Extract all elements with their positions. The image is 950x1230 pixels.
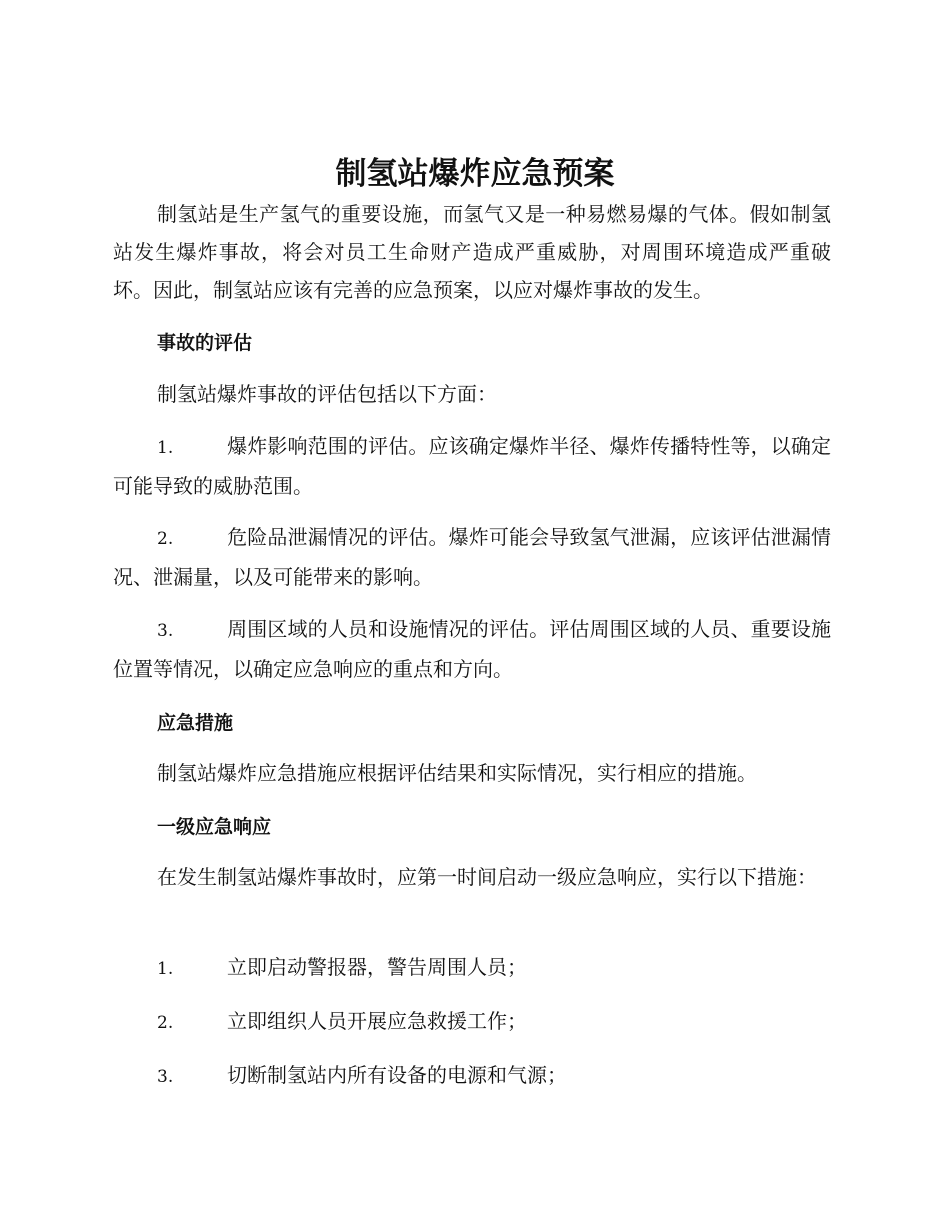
list-item-number: 1. [157,438,174,458]
list-item [113,518,831,596]
list-item-number: 3. [157,621,174,641]
list-item-text: 周围区域的人员和设施情况的评估。评估周围区域的人员、重要设施位置等情况，以确定应急响应的重点和方向。 [113,617,831,681]
list-item-number: 2. [157,1013,174,1033]
measures-lead-paragraph: 制氢站爆炸应急措施应根据评估结果和实际情况，实行相应的措施。 [157,761,757,785]
intro-paragraph: 制氢站是生产氢气的重要设施，而氢气又是一种易燃易爆的气体。假如制氢站发生爆炸事故，将会对员工生命财产造成严重威胁，对周围环境造成严重破坏。因此，制氢站应该有完善的应急预案，以应对爆炸事故的发生。 [113,202,831,302]
list-item-number: 1. [157,959,174,979]
list-item [113,948,831,988]
list-item [113,1056,831,1096]
list-item [113,427,831,505]
level-one-lead-paragraph: 在发生制氢站爆炸事故时，应第一时间启动一级应急响应，实行以下措施： [157,865,817,889]
list-item-text: 切断制氢站内所有设备的电源和气源； [227,1063,567,1087]
list-item-text: 危险品泄漏情况的评估。爆炸可能会导致氢气泄漏，应该评估泄漏情况、泄漏量，以及可能带来的影响。 [113,525,831,589]
list-item-text: 爆炸影响范围的评估。应该确定爆炸半径、爆炸传播特性等，以确定可能导致的威胁范围。 [113,434,831,498]
list-item [113,1002,831,1042]
list-item-number: 2. [157,529,174,549]
document-title: 制氢站爆炸应急预案 [335,156,615,192]
list-item-number: 3. [157,1067,174,1087]
section-heading-level-one: 一级应急响应 [157,816,272,838]
list-item-text: 立即启动警报器，警告周围人员； [227,955,527,979]
assessment-lead-paragraph: 制氢站爆炸事故的评估包括以下方面： [157,382,497,406]
section-heading-assessment: 事故的评估 [157,332,253,354]
list-item [113,610,831,688]
list-item-text: 立即组织人员开展应急救援工作； [227,1009,527,1033]
section-heading-measures: 应急措施 [157,712,234,734]
